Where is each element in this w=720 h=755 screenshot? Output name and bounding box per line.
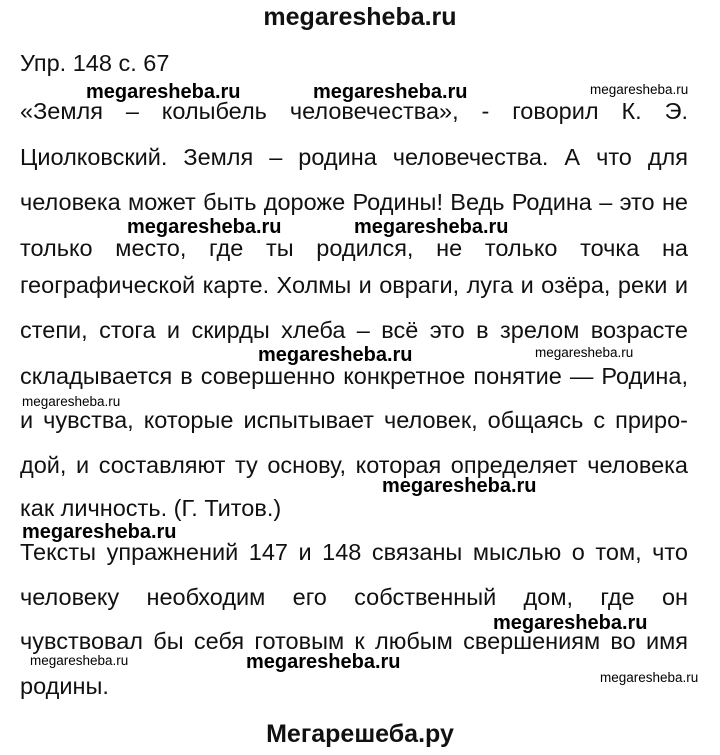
text-line: степи, стога и скирды хлеба – всё это в зрелом возрасте	[20, 317, 688, 343]
watermark: megaresheba.ru	[600, 670, 699, 685]
site-header: megaresheba.ru	[263, 3, 457, 31]
text-line: дой, и составляют ту основу, которая определяет человека	[20, 452, 688, 478]
watermark: megaresheba.ru	[382, 475, 537, 497]
text-line: Циолковский. Земля – родина человечества. А что для	[20, 144, 688, 170]
watermark: megaresheba.ru	[590, 82, 689, 97]
text-line: Тексты упражнений 147 и 148 связаны мыслью о том, что	[20, 539, 688, 565]
text-line: «Земля – колыбель человечества», - говорил К. Э.	[20, 98, 688, 124]
text-line: человека может быть дороже Родины! Ведь Родина – это не	[20, 189, 688, 215]
text-line: как личность. (Г. Титов.)	[20, 495, 282, 521]
text-line: складывается в совершенно конкретное понятие — Родина,	[20, 363, 688, 389]
text-line: родины.	[20, 673, 109, 699]
watermark: megaresheba.ru	[313, 81, 468, 103]
site-footer: Мегарешеба.ру	[266, 720, 454, 748]
watermark: megaresheba.ru	[258, 344, 413, 366]
text-line: чувствовал бы себя готовым к любым свершениям во имя	[20, 628, 688, 654]
watermark: megaresheba.ru	[22, 394, 121, 409]
text-line: географической карте. Холмы и овраги, луга и озёра, реки и	[20, 272, 688, 298]
watermark: megaresheba.ru	[493, 612, 648, 634]
watermark: megaresheba.ru	[246, 651, 401, 673]
watermark: megaresheba.ru	[86, 81, 241, 103]
watermark: megaresheba.ru	[535, 345, 634, 360]
watermark: megaresheba.ru	[22, 521, 177, 543]
watermark: megaresheba.ru	[127, 216, 282, 238]
text-line: только место, где ты родился, не только точка на	[20, 235, 688, 261]
text-line: человеку необходим его собственный дом, где он	[20, 584, 688, 610]
exercise-title: Упр. 148 с. 67	[20, 50, 170, 76]
watermark: megaresheba.ru	[354, 216, 509, 238]
watermark: megaresheba.ru	[30, 653, 129, 668]
text-line: и чувства, которые испытывает человек, общаясь с приро-	[20, 407, 688, 433]
